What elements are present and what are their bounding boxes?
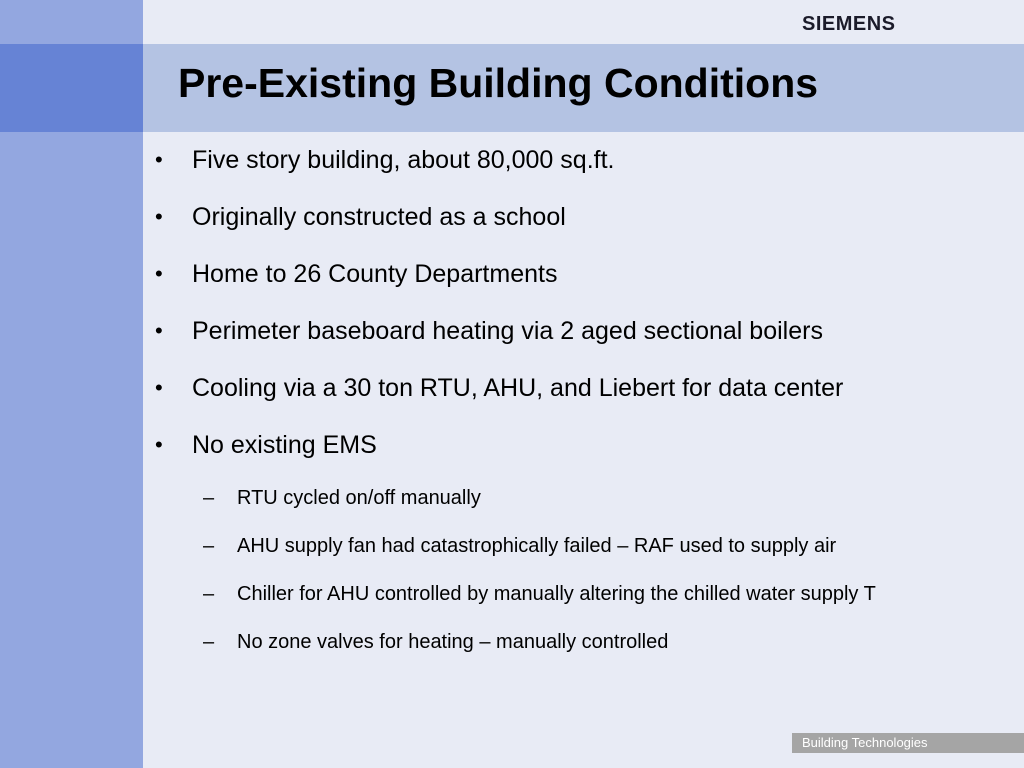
bullet-marker: •	[155, 204, 163, 229]
page-title: Pre-Existing Building Conditions	[178, 60, 819, 106]
sub-bullet-text: RTU cycled on/off manually	[237, 487, 481, 509]
sub-bullet-item	[155, 617, 995, 665]
bullet-item	[155, 428, 995, 473]
sub-bullet-text: Chiller for AHU controlled by manually altering the chilled water supply T	[237, 583, 876, 605]
bullet-marker: •	[155, 432, 163, 457]
bullet-item	[155, 257, 995, 314]
bullet-item	[155, 143, 995, 200]
title-band-accent	[0, 44, 143, 132]
bullet-text: No existing EMS	[192, 431, 377, 459]
bullet-text: Home to 26 County Departments	[192, 260, 558, 288]
sub-bullet-marker: –	[203, 583, 215, 605]
bullet-item	[155, 371, 995, 428]
sub-bullet-marker: –	[203, 631, 215, 653]
siemens-logo: SIEMENS	[802, 13, 896, 35]
bullet-text: Five story building, about 80,000 sq.ft.	[192, 146, 615, 174]
slide-content	[155, 143, 995, 665]
sub-bullet-marker: –	[203, 535, 215, 557]
bullet-text: Perimeter baseboard heating via 2 aged sectional boilers	[192, 317, 823, 345]
sub-bullet-text: No zone valves for heating – manually controlled	[237, 631, 669, 653]
bullet-marker: •	[155, 261, 163, 286]
bullet-text: Cooling via a 30 ton RTU, AHU, and Liebert for data center	[192, 374, 844, 402]
sub-bullet-item	[155, 569, 995, 617]
sub-bullet-item	[155, 473, 995, 521]
sub-bullet-text: AHU supply fan had catastrophically failed – RAF used to supply air	[237, 535, 837, 557]
footer-label: Building Technologies	[792, 733, 1024, 753]
bullet-marker: •	[155, 318, 163, 343]
bullet-text: Originally constructed as a school	[192, 203, 566, 231]
bullet-marker: •	[155, 375, 163, 400]
sub-bullet-item	[155, 521, 995, 569]
bullet-item	[155, 200, 995, 257]
sub-bullet-marker: –	[203, 487, 215, 509]
bullet-item	[155, 314, 995, 371]
bullet-marker: •	[155, 147, 163, 172]
